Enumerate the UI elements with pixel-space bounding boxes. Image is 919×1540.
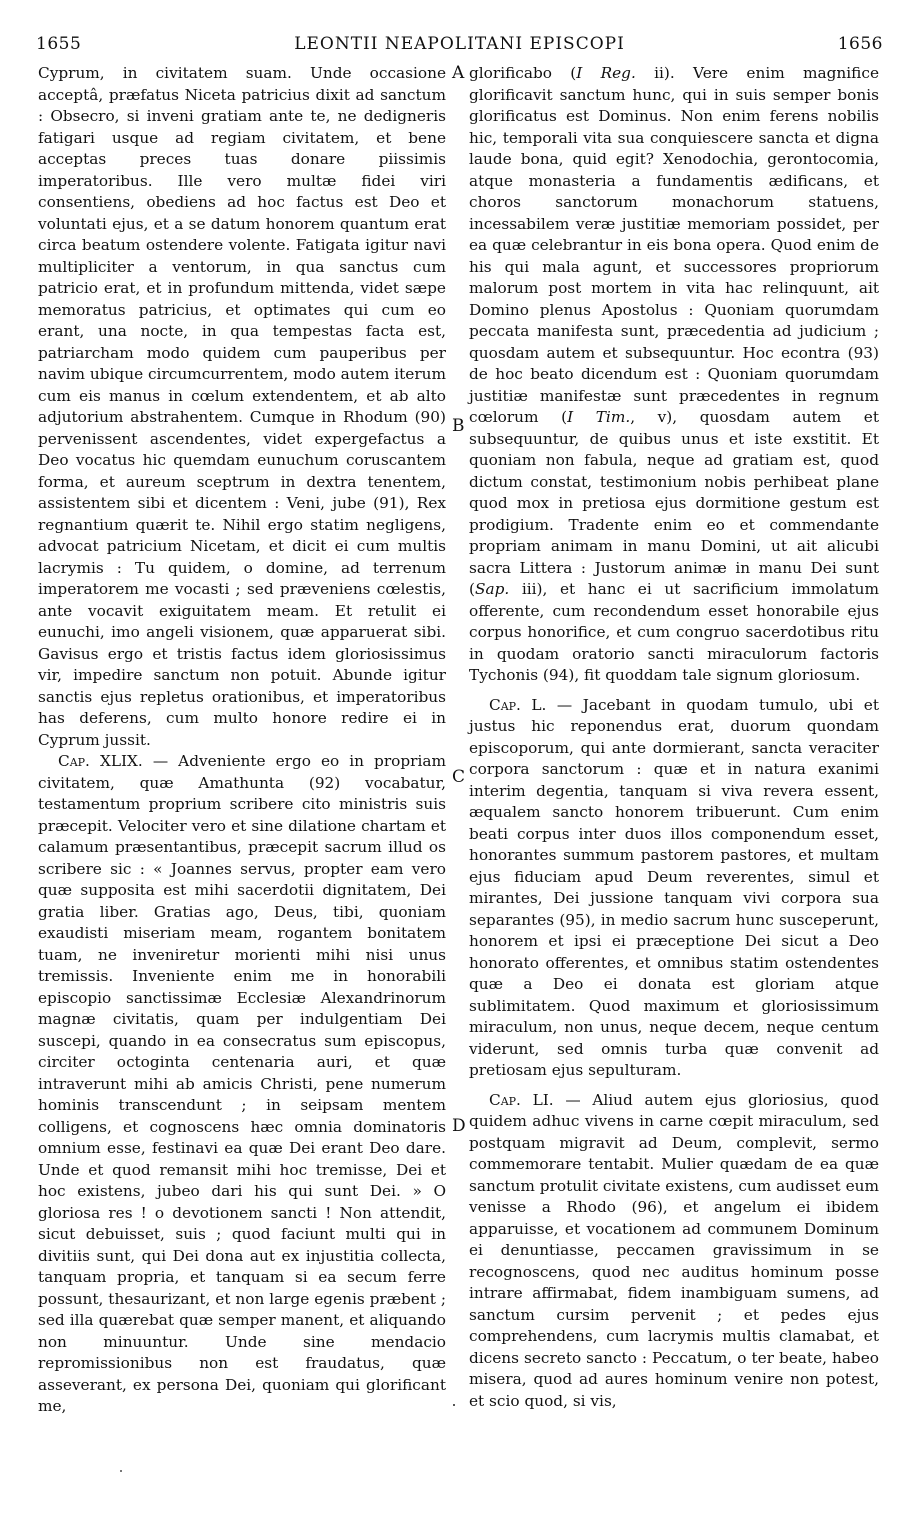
text-run: glorificabo ( xyxy=(469,64,577,82)
section-marker-b: B xyxy=(452,416,465,436)
chapter-text: — Adveniente ergo eo in propriam civitatem, quæ Amathunta (92) vocabatur, testamentum proprium scribere cito ministris suis præcepit. Velociter vero et sine dilatione chartam et calamum præsentantibus, præcepit sacrum illud os scribere sic : « Joannes servus, propter eam vero quæ supposita est mihi sacerdotii dignitatem, Dei gratia liber. Gratias ago, Deus, tibi, quoniam exaudisti miseriam meam, rogantem bonitatem tuam, ne inveniretur morienti mihi nisi unus tremissis. Inveniente enim me in honorabili episcopio sanctissimæ Ecclesiæ Alexandrinorum magnæ civitatis, quam per indulgentiam Dei suscepi, quando in ea consecratus sum episcopus, circiter octoginta centenaria auri, et quæ intraverunt mihi ab amicis Christi, pene numerum hominis transcendunt ; in seipsam mentem colligens, et cognoscens hæc omnia dominatoris omnium esse, festinavi ea quæ Dei erant Deo dare. Unde et quod remansit mihi hoc tremisse, Dei et hoc existens, jubeo dari his qui sunt Dei. » O gloriosa res ! o devotionem sancti ! Non attendit, sicut debuisset, suis ; quod faciunt multi qui in divitiis sunt, qui Dei dona aut ex injustitia collecta, tanquam propria, et tanquam si ea secum ferre possunt, thesaurizant, et non large egenis præbent ; sed illa quærebat quæ semper manent, et aliquando non minuuntur. Unde sine mendacio repromissionibus non est fraudatus, quæ asseverant, ex persona Dei, quoniam qui glorificant me, xyxy=(38,752,446,1415)
print-speck xyxy=(120,1470,122,1472)
chapter-50 xyxy=(469,695,879,1082)
text-run: iii), et hanc ei ut sacrificium immolatum offerente, cum recondendum esset honorabile ejus corpus honorifice, et cum congruo sacerdotibus ritu in quodam oratorio sancti miraculorum factoris Tychonis (94), fit quoddam tale signum gloriosum. xyxy=(469,580,879,684)
section-marker-c: C xyxy=(452,767,466,787)
print-speck xyxy=(453,1404,455,1406)
scripture-reference: I Tim. xyxy=(567,408,631,426)
chapter-label: Cap. L. xyxy=(489,695,547,714)
page-number-right: 1656 xyxy=(837,34,883,54)
running-header xyxy=(36,34,883,58)
paragraph xyxy=(469,63,879,687)
running-title: LEONTII NEAPOLITANI EPISCOPI xyxy=(294,34,625,54)
chapter-51 xyxy=(469,1090,879,1413)
left-column xyxy=(38,63,446,1418)
page-number-left: 1655 xyxy=(36,34,82,54)
section-marker-a: A xyxy=(452,63,465,83)
section-marker-d: D xyxy=(452,1116,466,1136)
right-column xyxy=(469,63,879,1412)
scripture-reference: I Reg. xyxy=(576,64,636,82)
text-run: ii). Vere enim magnifice glorificavit sanctum hunc, qui in suis semper bonis glorificatus est Dominus. Non enim ferens nobilis hic, temporali vita sua conquiescere sancta et digna laude bona, quid egit? Xenodochia, gerontocomia, atque monasteria a fundamentis ædificans, et choros sanctorum monachorum statuens, incessabilem veræ justitiæ memoriam possidet, per ea quæ celebrantur in eis bona opera. Quod enim de his qui mala agunt, et successores propriorum malorum post mortem in vita hac relinquunt, ait Domino plenus Apostolus : Quoniam quorumdam peccata manifesta sunt, præcedentia ad judicium ; quosdam autem et subsequuntur. Hoc econtra (93) de hoc beato dicendum est : Quoniam quorumdam justitiæ manifestæ sunt præcedentes in regnum cœlorum ( xyxy=(469,64,879,426)
chapter-label: Cap. XLIX. xyxy=(58,752,143,770)
chapter-label: Cap. LI. xyxy=(489,1090,554,1109)
chapter-text: — Jacebant in quodam tumulo, ubi et justus hic reponendus erat, duorum quondam episcoporum, qui ante dormierant, sancta veraciter corpora sanctorum : quæ et in natura exanimi interim degentia, tanquam si viva revera essent, æqualem sancto honorem tribuerunt. Cum enim beati corpus inter duos illos componendum esset, honorantes summum pastorem pastores, et multam ejus fiduciam apud Deum reverentes, simul et mirantes, Dei jussione tanquam vivi corpora sua separantes (95), in medio sacrum hunc susceperunt, honorem et ipsi ei præceptione Dei sicut a Deo honorato offerentes, et omnibus statim ostendentes quæ a Deo ei donata est gloriam atque sublimitatem. Quod maximum et gloriosissimum miraculum, non unus, neque decem, neque centum viderunt, sed omnis turba quæ convenit ad pretiosam ejus sepulturam. xyxy=(469,695,879,1079)
text-run: , v), quosdam autem et subsequuntur, de quibus unus et iste exstitit. Et quoniam non fabula, neque ad gratiam est, quod dictum constat, testimonium nobis perhibeat plane quod mox in pretiosa ejus dormitione gestum est prodigium. Tradente enim eo et commendante propriam animam in manu Domini, ut ait alicubi sacra Littera : Justorum animæ in manu Dei sunt ( xyxy=(469,408,879,598)
scripture-reference: Sap. xyxy=(474,580,510,598)
chapter-49 xyxy=(38,751,446,1418)
paragraph: Cyprum, in civitatem suam. Unde occasione acceptâ, præfatus Niceta patricius dixit ad sanctum : Obsecro, si inveni gratiam ante te, ne dedigneris fatigari usque ad regiam civitatem, et bene acceptas preces tuas donare piissimis imperatoribus. Ille vero multæ fidei viri consentiens, obediens ad hoc factus est Deo et voluntati ejus, et a se datum honorem quantum erat circa beatum ostendere volente. Fatigata igitur navi multipliciter a ventorum, in qua sanctus cum patricio erat, et in profundum mittenda, videt sæpe memoratus patricius, et optimates qui cum eo erant, una nocte, in qua tempestas facta est, patriarcham modo quidem cum pauperibus per navim ubique circumcurrentem, modo autem iterum cum eis manus in cœlum extendentem, et ab alto adjutorium abstrahentem. Cumque in Rhodum (90) pervenissent ascendentes, videt expergefactus a Deo vocatus hic quemdam eunuchum coruscantem forma, et aureum sceptrum in dextra tenentem, assistentem sibi et dicentem : Veni, jube (91), Rex regnantium quærit te. Nihil ergo statim negligens, advocat patricium Nicetam, et dicit ei cum multis lacrymis : Tu quidem, o domine, ad terrenum imperatorem me vocasti ; sed præveniens cœlestis, ante vocavit exiguitatem meam. Et retulit ei eunuchi, imo angeli visionem, quæ apparuerat sibi. Gavisus ergo et tristis factus idem gloriosissimus vir, impedire sanctum non potuit. Abunde igitur sanctis ejus repletus orationibus, et imperatoribus has deferens, cum multo honore redire ei in Cyprum jussit. xyxy=(38,64,446,749)
chapter-text: — Aliud autem ejus gloriosius, quod quidem adhuc vivens in carne cœpit miraculum, sed postquam migravit ad Deum, complevit, sermo commemorare tentabit. Mulier quædam de ea quæ sanctum protulit civitate existens, cum audisset eum venisse a Rhodo (96), et angelum ei ibidem apparuisse, et vocationem ad communem Dominum ei denuntiasse, peccamen gravissimum in se recognoscens, quod nec auditus hominum posse intrare affirmabat, fidem inambiguam sumens, ad sanctum cursim pervenit ; et pedes ejus comprehendens, cum lacrymis multis clamabat, et dicens secreto sancto : Peccatum, o ter beate, habeo misera, quod ad aures hominum venire non potest, et scio quod, si vis, xyxy=(469,1090,879,1410)
